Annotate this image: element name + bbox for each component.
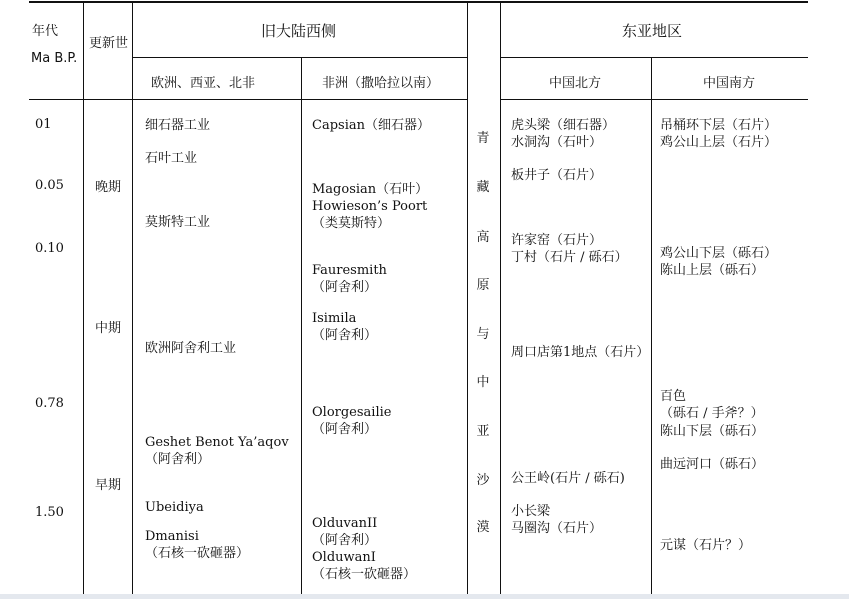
europe-entry: （阿舍利） — [145, 452, 211, 467]
age-value: 0.05 — [35, 178, 64, 193]
age-header-line2: Ma B.P. — [31, 51, 78, 66]
europe-entry: Dmanisi — [145, 529, 199, 544]
pleistocene-header: 更新世 — [89, 36, 129, 51]
east-header-rule — [500, 57, 808, 58]
africa-entry: Howieson’s Poort — [312, 199, 428, 214]
top-rule — [29, 1, 808, 3]
south-china-entry: 百色 — [660, 389, 687, 404]
africa-entry: OlduvanII — [312, 516, 378, 531]
age-header-line1: 年代 — [32, 24, 59, 39]
header-bottom-rule — [29, 99, 467, 100]
north-china-entry: 周口店第1地点（石片） — [511, 345, 650, 360]
europe-entry: 石叶工业 — [145, 151, 198, 166]
middle-column-char: 沙 — [476, 473, 490, 488]
age-value: 0.78 — [35, 396, 64, 411]
south-china-entry: 陈山下层（砾石） — [660, 424, 765, 439]
africa-entry: （类莫斯特） — [312, 216, 391, 231]
africa-entry: （阿舍利） — [312, 328, 378, 343]
south-china-entry: 曲远河口（砾石） — [660, 457, 765, 472]
col-divider-west-end — [467, 1, 468, 594]
col-divider-europe — [301, 57, 302, 594]
south-china-entry: 鸡公山上层（石片） — [660, 135, 778, 150]
africa-entry: Fauresmith — [312, 263, 387, 278]
africa-entry: OlduwanI — [312, 550, 376, 565]
south-china-entry: （砾石 / 手斧？） — [660, 406, 764, 421]
middle-column-char: 漠 — [476, 520, 490, 535]
europe-entry: Geshet Benot Ya’aqov — [145, 435, 289, 450]
south-china-entry: 元谋（石片？） — [660, 538, 752, 553]
africa-entry: （阿舍利） — [312, 533, 378, 548]
europe-entry: 莫斯特工业 — [145, 215, 211, 230]
middle-column-char: 亚 — [476, 424, 490, 439]
middle-column-char: 中 — [476, 375, 490, 390]
africa-entry: Magosian（石叶） — [312, 182, 429, 197]
europe-header: 欧洲、西亚、北非 — [151, 76, 256, 91]
south-china-entry: 鸡公山下层（砾石） — [660, 246, 778, 261]
europe-entry: 欧洲阿舍利工业 — [145, 341, 237, 356]
middle-column-char: 青 — [476, 131, 490, 146]
col-divider-east-start — [500, 1, 501, 594]
north-china-entry: 小长梁 — [511, 504, 551, 519]
africa-entry: （石核一砍砸器） — [312, 567, 417, 582]
africa-entry: （阿舍利） — [312, 422, 378, 437]
north-china-entry: 马圈沟（石片） — [511, 521, 603, 536]
middle-column-char: 与 — [476, 327, 490, 342]
bottom-strip — [0, 594, 849, 599]
west-group-header: 旧大陆西侧 — [261, 22, 337, 40]
col-divider-north — [651, 57, 652, 594]
europe-entry: Ubeidiya — [145, 500, 204, 515]
period-middle: 中期 — [95, 321, 122, 336]
col-divider-period — [132, 1, 133, 594]
age-value: 0.10 — [35, 241, 64, 256]
africa-entry: Isimila — [312, 311, 357, 326]
period-late: 晚期 — [95, 180, 122, 195]
south-china-header: 中国南方 — [703, 76, 756, 91]
north-china-entry: 虎头梁（细石器） — [511, 118, 616, 133]
north-china-entry: 丁村（石片 / 砾石） — [511, 250, 628, 265]
header-bottom-rule-east — [500, 99, 808, 100]
age-value: 1.50 — [35, 505, 64, 520]
middle-column-char: 高 — [476, 230, 490, 245]
west-header-rule — [132, 57, 467, 58]
middle-column-char: 原 — [476, 278, 490, 293]
europe-entry: （石核一砍砸器） — [145, 546, 250, 561]
north-china-entry: 许家窑（石片） — [511, 233, 603, 248]
north-china-entry: 水洞沟（石叶） — [511, 135, 603, 150]
col-divider-age — [83, 1, 84, 594]
age-value: 01 — [35, 117, 52, 132]
north-china-entry: 板井子（石片） — [511, 168, 603, 183]
north-china-header: 中国北方 — [549, 76, 602, 91]
africa-entry: Capsian（细石器） — [312, 118, 430, 133]
middle-column-char: 藏 — [476, 180, 490, 195]
north-china-entry: 公王岭(石片 / 砾石) — [511, 471, 625, 486]
east-group-header: 东亚地区 — [622, 22, 683, 40]
south-china-entry: 吊桶环下层（石片） — [660, 118, 778, 133]
africa-entry: Olorgesailie — [312, 405, 392, 420]
period-early: 早期 — [95, 478, 122, 493]
africa-entry: （阿舍利） — [312, 280, 378, 295]
south-china-entry: 陈山上层（砾石） — [660, 263, 765, 278]
europe-entry: 细石器工业 — [145, 118, 211, 133]
africa-header: 非洲（撒哈拉以南） — [322, 76, 440, 91]
